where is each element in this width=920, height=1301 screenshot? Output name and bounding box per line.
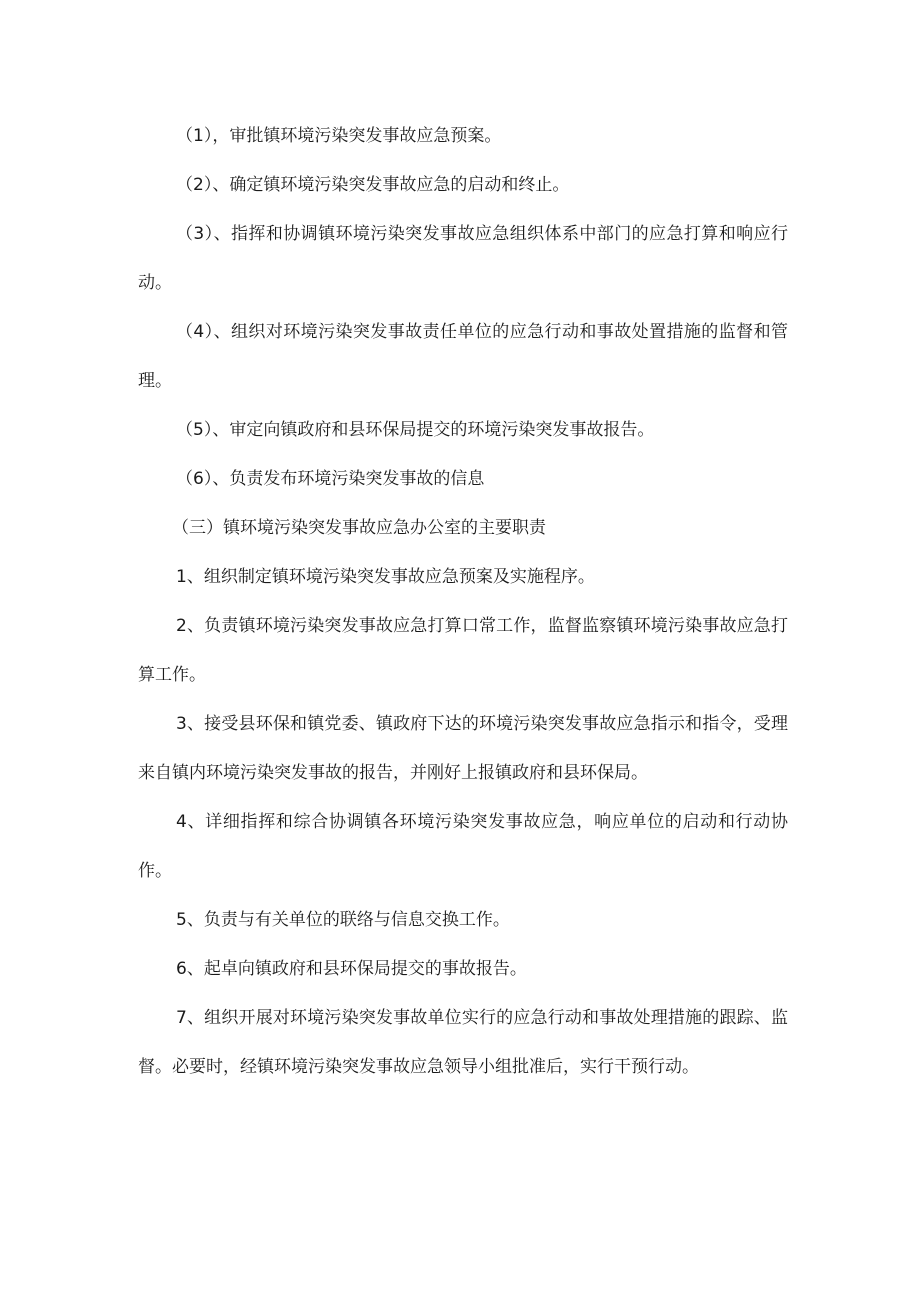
duty-item-6: 6、起卓向镇政府和县环保局提交的事故报告。	[176, 959, 527, 979]
duty-item-7: 7、组织开展对环境污染突发事故单位实行的应急行动和事故处理措施的跟踪、监督。必要时，经镇环境污染突发事故应急领导小组批准后，实行干预行动。	[138, 1008, 788, 1077]
duty-item-4: 4、详细指挥和综合协调镇各环境污染突发事故应急，响应单位的启动和行动协作。	[138, 812, 788, 881]
duty-item-5: 5、负责与有关单位的联络与信息交换工作。	[176, 910, 510, 930]
paragraph-item-1: （1），审批镇环境污染突发事故应急预案。	[176, 126, 502, 146]
duty-item-3: 3、接受县环保和镇党委、镇政府下达的环境污染突发事故应急指示和指令，受理来自镇内环境污染突发事故的报告，并刚好上报镇政府和县环保局。	[138, 714, 788, 783]
duty-item-1: 1、组织制定镇环境污染突发事故应急预案及实施程序。	[176, 567, 595, 587]
paragraph-item-5: （5）、审定向镇政府和县环保局提交的环境污染突发事故报告。	[176, 420, 655, 440]
document-body	[138, 112, 788, 1092]
paragraph-item-6: （6）、负责发布环境污染突发事故的信息	[176, 469, 485, 489]
paragraph-item-4: （4）、组织对环境污染突发事故责任单位的应急行动和事故处置措施的监督和管理。	[138, 322, 788, 391]
paragraph-item-2: （2）、确定镇环境污染突发事故应急的启动和终止。	[176, 175, 570, 195]
section-heading: （三）镇环境污染突发事故应急办公室的主要职责	[172, 518, 546, 538]
paragraph-item-3: （3）、指挥和协调镇环境污染突发事故应急组织体系中部门的应急打算和响应行动。	[138, 224, 788, 293]
duty-item-2: 2、负责镇环境污染突发事故应急打算口常工作，监督监察镇环境污染事故应急打算工作。	[138, 616, 788, 685]
